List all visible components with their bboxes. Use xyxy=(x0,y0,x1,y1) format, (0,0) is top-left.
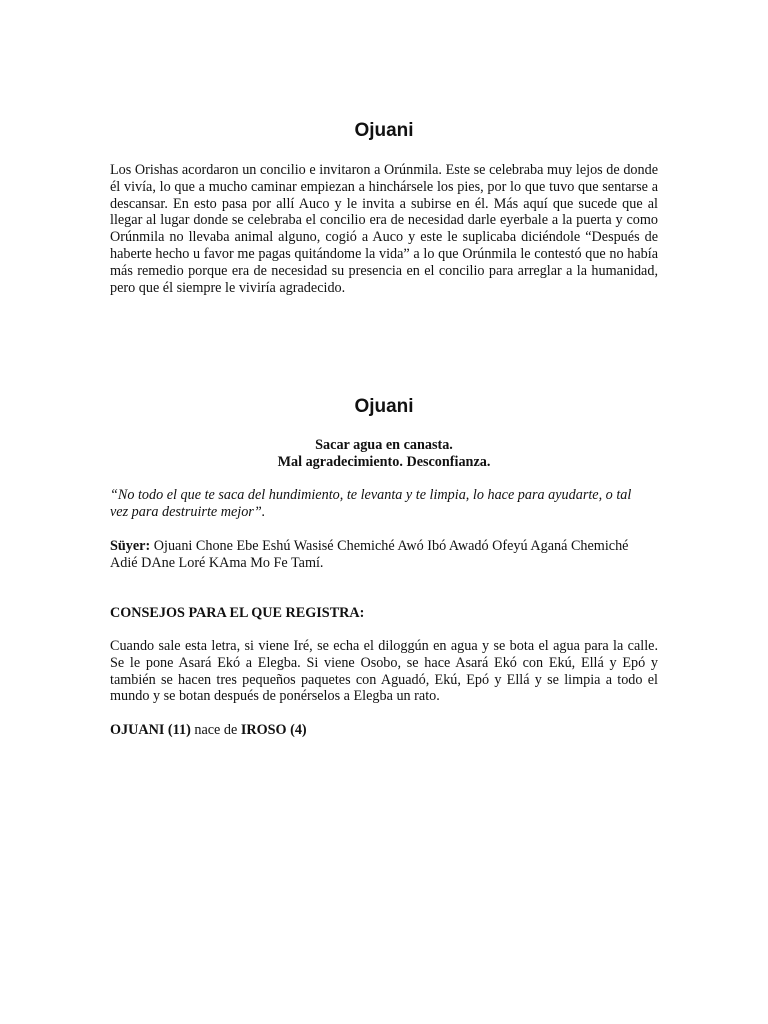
consejos-heading: CONSEJOS PARA EL QUE REGISTRA: xyxy=(110,605,365,621)
suyer-paragraph xyxy=(110,538,630,572)
section-title: Ojuani xyxy=(354,120,414,141)
nace-origin: IROSO (4) xyxy=(240,722,307,738)
subtitle-line-2: Mal agradecimiento. Desconfianza. xyxy=(277,453,491,470)
nace-line xyxy=(110,722,658,739)
proverb-quote: “No todo el que te saca del hundimiento, te levanta y te limpia, lo hace para ayudarte, o tal vez para destruirte mejor”. xyxy=(110,487,632,520)
consejos-paragraph: Cuando sale esta letra, si viene Iré, se echa el diloggún en agua y se bota el agua para la calle. Se le pone Asará Ekó a Elegba. Si viene Osobo, se hace Asará Ekó con Ekú, Ellá y Epó y también se hacen tres pequeños paquetes con Aguadó, Ekú, Epó y Ellá y se limpia a todo el mundo y se botan después de ponérselos a Elegba un rato. xyxy=(110,638,658,705)
nace-sign: OJUANI (11) xyxy=(110,722,191,738)
section-title-2: Ojuani xyxy=(354,396,414,417)
story-paragraph: Los Orishas acordaron un concilio e invitaron a Orúnmila. Este se celebraba muy lejos de donde él vivía, lo que a mucho caminar empiezan a hinchársele los pies, por lo que tuvo que sentarse a descansar. En esto pasa por allí Auco y le invita a subirse en él. Más aquí que sucede que al llegar al lugar donde se celebraba el concilio era de necesidad darle eyerbale a la puerta y como Orúnmila no llevaba animal alguno, cogió a Auco y este le suplicaba diciéndole “Después de haberte hecho u favor me pagas quitándome la vida” a lo que Orúnmila le contestó que no había más remedio porque era de necesidad su presencia en el concilio para arreglar a la humanidad, pero que él siempre le viviría agradecido. xyxy=(110,162,658,296)
suyer-text: Ojuani Chone Ebe Eshú Wasisé Chemiché Awó Ibó Awadó Ofeyú Aganá Chemiché Adié DAne Loré KAma Mo Fe Tamí. xyxy=(110,538,629,571)
subtitle-line-1: Sacar agua en canasta. xyxy=(315,437,453,453)
suyer-label: Süyer: xyxy=(110,538,151,554)
subtitle xyxy=(110,437,658,471)
nace-connector: nace de xyxy=(190,722,241,738)
